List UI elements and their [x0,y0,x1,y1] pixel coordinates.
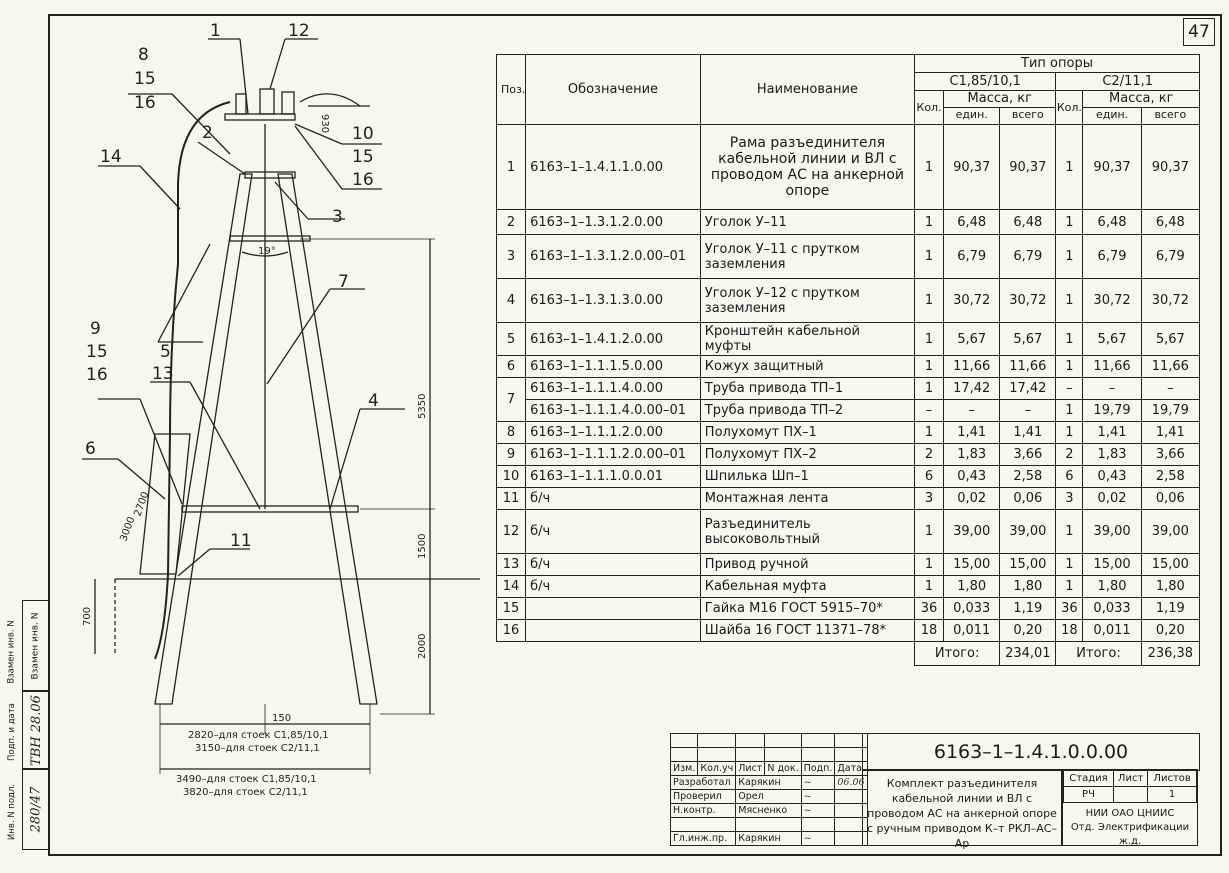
signature-row: Разработал Карякин ~ 06.06 [671,776,868,790]
cell-total1: 1,80 [1000,576,1056,598]
cell-pos: 10 [497,466,526,488]
cell-unit2: 1,80 [1083,576,1141,598]
header-pos: Поз. [497,55,526,125]
cell-unit1: 30,72 [944,279,1000,323]
cell-total1: 0,20 [1000,620,1056,642]
total-value-2: 236,38 [1141,642,1199,666]
cell-total2: 6,48 [1141,210,1199,235]
cell-designation: б/ч [526,488,701,510]
cell-qty1: 1 [915,323,944,356]
overhead-wire [300,94,370,106]
cell-unit2: 15,00 [1083,554,1141,576]
cell-unit2: 0,011 [1083,620,1141,642]
cell-unit1: 5,67 [944,323,1000,356]
cell-qty1: 1 [915,125,944,210]
cell-qty1: 2 [915,444,944,466]
cell-unit2: 19,79 [1083,400,1141,422]
cell-total2: 30,72 [1141,279,1199,323]
sheets-value: 1 [1148,787,1197,803]
cell-name: Уголок У–11 с прутком заземления [700,235,914,279]
cell-total2: 1,80 [1141,576,1199,598]
cell-unit1: 6,79 [944,235,1000,279]
stage-block [1062,769,1198,846]
dim-930: 930 [319,114,330,134]
cell-unit1: 0,033 [944,598,1000,620]
cell-unit1: 1,41 [944,422,1000,444]
base-note-2: 3150–для стоек С2/11,1 [195,743,320,754]
cell-total2: 3,66 [1141,444,1199,466]
header-name: Наименование [700,55,914,125]
table-row [497,444,1200,466]
side-stamp-inventory-number: 280/47 [28,786,44,832]
cell-unit1: 39,00 [944,510,1000,554]
cell-unit2: 0,033 [1083,598,1141,620]
cell-pos: 7 [497,378,526,422]
cell-designation: б/ч [526,576,701,598]
signature-row: Н.контр. Мясненко ~ [671,804,868,818]
cell-total1: 0,06 [1000,488,1056,510]
callout-6: 6 [85,439,96,459]
cell-qty2: 1 [1056,510,1083,554]
cell-total1: 11,66 [1000,356,1056,378]
cell-total1: 3,66 [1000,444,1056,466]
cell-pos: 5 [497,323,526,356]
support-drawing [60,14,490,804]
cell-unit2: 1,41 [1083,422,1141,444]
document-code: 6163–1–1.4.1.0.0.00 [862,733,1200,771]
cell-qty2: 1 [1056,576,1083,598]
cell-pos: 11 [497,488,526,510]
table-row [497,598,1200,620]
cell-pos: 16 [497,620,526,642]
cell-total1: 6,79 [1000,235,1056,279]
cell-unit1: – [944,400,1000,422]
cell-unit1: 15,00 [944,554,1000,576]
table-row [497,125,1200,210]
table-row [497,466,1200,488]
cell-qty2: 2 [1056,444,1083,466]
cell-name: Труба привода ТП–1 [700,378,914,400]
cell-name: Труба привода ТП–2 [700,400,914,422]
cell-pos: 6 [497,356,526,378]
dim-1500: 1500 [417,533,428,559]
cell-pos: 1 [497,125,526,210]
cell-designation: 6163–1–1.1.1.0.0.01 [526,466,701,488]
cell-total1: 39,00 [1000,510,1056,554]
cell-pos: 15 [497,598,526,620]
cell-name: Уголок У–11 [700,210,914,235]
stage-value: РЧ [1064,787,1114,803]
cell-qty2: 1 [1056,554,1083,576]
organization-department: Отд. Электрификации ж.д. [1070,822,1190,847]
cell-qty2: 1 [1056,210,1083,235]
cell-total2: 39,00 [1141,510,1199,554]
cell-pos: 14 [497,576,526,598]
cell-designation: 6163–1–1.3.1.2.0.00–01 [526,235,701,279]
dim-5350: 5350 [417,393,428,419]
cell-pos: 9 [497,444,526,466]
side-stamp-signature: ТВН 28.06 [28,694,44,766]
cell-unit1: 90,37 [944,125,1000,210]
cell-total2: 5,67 [1141,323,1199,356]
document-description: Комплект разъединителя кабельной линии и ВЛ с проводом АС на анкерной опоре с ручным приводом К–т РКЛ–АС–Ар [862,769,1062,846]
cell-designation: 6163–1–1.1.1.4.0.00 [526,378,701,400]
cell-qty1: 1 [915,422,944,444]
cell-unit2: 0,02 [1083,488,1141,510]
cell-unit2: 6,79 [1083,235,1141,279]
cell-unit2: 39,00 [1083,510,1141,554]
header-type1: С1,85/10,1 [915,73,1056,91]
callout-12: 12 [288,21,310,41]
callout-10: 10 [352,124,374,144]
side-label-signature: Подп. и дата [7,703,17,761]
cell-unit2: 5,67 [1083,323,1141,356]
cell-qty2: 1 [1056,422,1083,444]
cell-total1: 1,41 [1000,422,1056,444]
cell-designation: 6163–1–1.4.1.1.0.00 [526,125,701,210]
title-block [670,733,1200,848]
total-row [497,642,1200,666]
side-stamp-label: Взамен инв. N [31,612,42,680]
callout-8: 8 [138,45,149,65]
table-row [497,279,1200,323]
cell-qty2: – [1056,378,1083,400]
cell-unit1: 6,48 [944,210,1000,235]
cell-unit2: 30,72 [1083,279,1141,323]
side-label-inventory: Инв. N подл. [7,783,18,841]
cell-name: Шпилька Шп–1 [700,466,914,488]
cell-total1: 1,19 [1000,598,1056,620]
base-note-1: 2820–для стоек С1,85/10,1 [188,730,329,741]
cell-name: Кожух защитный [700,356,914,378]
table-row [497,554,1200,576]
organization-name: НИИ ОАО ЦНИИС [1085,808,1175,819]
dim-3000: 3000 [118,515,138,544]
cell-qty1: 1 [915,576,944,598]
signature-row: Гл.инж.пр. Карякин ~ [671,832,868,846]
page-number: 47 [1183,18,1215,46]
cell-total1: – [1000,400,1056,422]
side-stamp-cell-replaced [22,600,50,692]
cell-total2: 90,37 [1141,125,1199,210]
cell-name: Рама разъединителя кабельной линии и ВЛ с проводом АС на анкерной опоре [700,125,914,210]
cell-name: Монтажная лента [700,488,914,510]
header-type2: С2/11,1 [1056,73,1200,91]
cell-name: Полухомут ПХ–1 [700,422,914,444]
header-qty2: Кол. [1056,91,1083,125]
cell-qty2: 3 [1056,488,1083,510]
cell-total2: 6,79 [1141,235,1199,279]
cell-total1: 5,67 [1000,323,1056,356]
callout-15a: 15 [134,69,156,89]
callout-15b: 15 [352,147,374,167]
cell-qty2: 36 [1056,598,1083,620]
cell-qty1: 1 [915,510,944,554]
cell-name: Полухомут ПХ–2 [700,444,914,466]
callout-5: 5 [160,342,171,362]
cell-total2: 1,41 [1141,422,1199,444]
cell-unit1: 1,83 [944,444,1000,466]
dim-2700: 2700 [132,490,152,519]
cell-total1: 15,00 [1000,554,1056,576]
cell-total2: 0,06 [1141,488,1199,510]
cell-pos: 13 [497,554,526,576]
cell-qty1: 3 [915,488,944,510]
specification-header [497,55,1200,125]
cell-designation: 6163–1–1.1.1.5.0.00 [526,356,701,378]
angle-label: 19° [258,246,276,257]
cell-qty1: 1 [915,235,944,279]
cell-designation: 6163–1–1.3.1.3.0.00 [526,279,701,323]
callout-13: 13 [152,364,174,384]
cell-unit1: 1,80 [944,576,1000,598]
dim-700: 700 [82,606,93,626]
cell-qty1: 1 [915,210,944,235]
side-stamp-cell-signature [22,690,50,770]
dim-150: 150 [272,713,292,724]
dim-2000: 2000 [417,633,428,659]
cell-qty1: 18 [915,620,944,642]
title-block-header-row: Изм. Кол.уч Лист N док. Подп. Дата [671,762,868,776]
side-label-replaced: Взамен инв. N [7,620,18,684]
signature-row: Проверил Орел ~ [671,790,868,804]
callout-7: 7 [338,272,349,292]
cell-unit2: – [1083,378,1141,400]
callout-11: 11 [230,531,252,551]
callout-9: 9 [90,319,101,339]
cell-name: Привод ручной [700,554,914,576]
cell-designation: 6163–1–1.1.1.2.0.00 [526,422,701,444]
table-row [497,576,1200,598]
side-stamp-cell-inventory [22,768,50,850]
cell-designation [526,598,701,620]
cell-total2: – [1141,378,1199,400]
header-support-type: Тип опоры [915,55,1200,73]
base-note-4: 3820–для стоек С2/11,1 [183,787,308,798]
cell-designation [526,620,701,642]
callout-1: 1 [210,21,221,41]
table-row [497,356,1200,378]
header-designation: Обозначение [526,55,701,125]
pole-leg-right [278,174,377,704]
table-row [497,422,1200,444]
cell-total2: 11,66 [1141,356,1199,378]
cell-designation: б/ч [526,554,701,576]
table-row [497,235,1200,279]
table-row [497,620,1200,642]
sheet-label: Лист [1113,771,1147,787]
cell-total1: 30,72 [1000,279,1056,323]
side-stamp-label-column [2,612,22,852]
callout-14: 14 [100,147,122,167]
cell-unit2: 6,48 [1083,210,1141,235]
cell-qty1: 1 [915,378,944,400]
cell-name: Шайба 16 ГОСТ 11371–78* [700,620,914,642]
cell-qty1: 36 [915,598,944,620]
cell-pos: 8 [497,422,526,444]
total-label-1: Итого: [915,642,1000,666]
table-row [497,378,1200,400]
cell-name: Кронштейн кабельной муфты [700,323,914,356]
table-row [497,210,1200,235]
callout-3: 3 [332,207,343,227]
cell-total1: 90,37 [1000,125,1056,210]
cell-unit2: 1,83 [1083,444,1141,466]
cross-angle-lower [182,506,358,512]
cell-designation: 6163–1–1.1.1.4.0.00–01 [526,400,701,422]
cell-qty2: 1 [1056,235,1083,279]
cell-name: Разъединитель высоковольтный [700,510,914,554]
cell-pos: 12 [497,510,526,554]
cell-designation: 6163–1–1.1.1.2.0.00–01 [526,444,701,466]
sheets-label: Листов [1148,771,1197,787]
cell-qty1: – [915,400,944,422]
cell-total1: 2,58 [1000,466,1056,488]
total-label-2: Итого: [1056,642,1141,666]
callout-2: 2 [202,123,213,143]
disconnector-frame [225,114,295,120]
cell-qty2: 1 [1056,279,1083,323]
cell-total2: 1,19 [1141,598,1199,620]
cell-name: Уголок У–12 с прутком заземления [700,279,914,323]
cell-total1: 6,48 [1000,210,1056,235]
specification-table [496,54,1200,666]
title-block-signatures [670,733,868,846]
cell-total1: 17,42 [1000,378,1056,400]
sheet-value [1113,787,1147,803]
total-value-1: 234,01 [1000,642,1056,666]
table-row [497,488,1200,510]
cell-name: Кабельная муфта [700,576,914,598]
cell-pos: 2 [497,210,526,235]
disconnector [260,89,274,114]
cell-designation: б/ч [526,510,701,554]
cell-total2: 0,20 [1141,620,1199,642]
cell-qty2: 1 [1056,356,1083,378]
cell-qty2: 6 [1056,466,1083,488]
cell-qty2: 1 [1056,400,1083,422]
header-qty1: Кол. [915,91,944,125]
cell-unit1: 0,02 [944,488,1000,510]
cell-qty1: 1 [915,554,944,576]
base-note-3: 3490–для стоек С1,85/10,1 [176,774,317,785]
cell-unit1: 0,43 [944,466,1000,488]
cell-qty2: 1 [1056,125,1083,210]
callout-15c: 15 [86,342,108,362]
cell-unit2: 90,37 [1083,125,1141,210]
cell-total2: 2,58 [1141,466,1199,488]
cell-qty2: 1 [1056,323,1083,356]
stage-label: Стадия [1064,771,1114,787]
callout-4: 4 [368,391,379,411]
callout-16c: 16 [86,365,108,385]
header-mass2: Масса, кг един. всего [1083,91,1200,125]
cell-unit1: 17,42 [944,378,1000,400]
callout-16a: 16 [134,93,156,113]
table-row [497,323,1200,356]
cell-pos: 3 [497,235,526,279]
header-mass1: Масса, кг един. всего [944,91,1056,125]
cell-unit2: 0,43 [1083,466,1141,488]
cell-unit1: 0,011 [944,620,1000,642]
cell-qty1: 1 [915,279,944,323]
cell-qty1: 1 [915,356,944,378]
callout-16b: 16 [352,170,374,190]
cell-qty1: 6 [915,466,944,488]
cell-designation: 6163–1–1.3.1.2.0.00 [526,210,701,235]
cell-total2: 15,00 [1141,554,1199,576]
cell-total2: 19,79 [1141,400,1199,422]
cell-name: Гайка М16 ГОСТ 5915–70* [700,598,914,620]
cell-pos: 4 [497,279,526,323]
side-stamp [22,600,50,850]
cell-qty2: 18 [1056,620,1083,642]
cell-designation: 6163–1–1.4.1.2.0.00 [526,323,701,356]
cell-unit2: 11,66 [1083,356,1141,378]
specification-body [497,125,1200,642]
table-row [497,510,1200,554]
table-row [497,400,1200,422]
cell-unit1: 11,66 [944,356,1000,378]
